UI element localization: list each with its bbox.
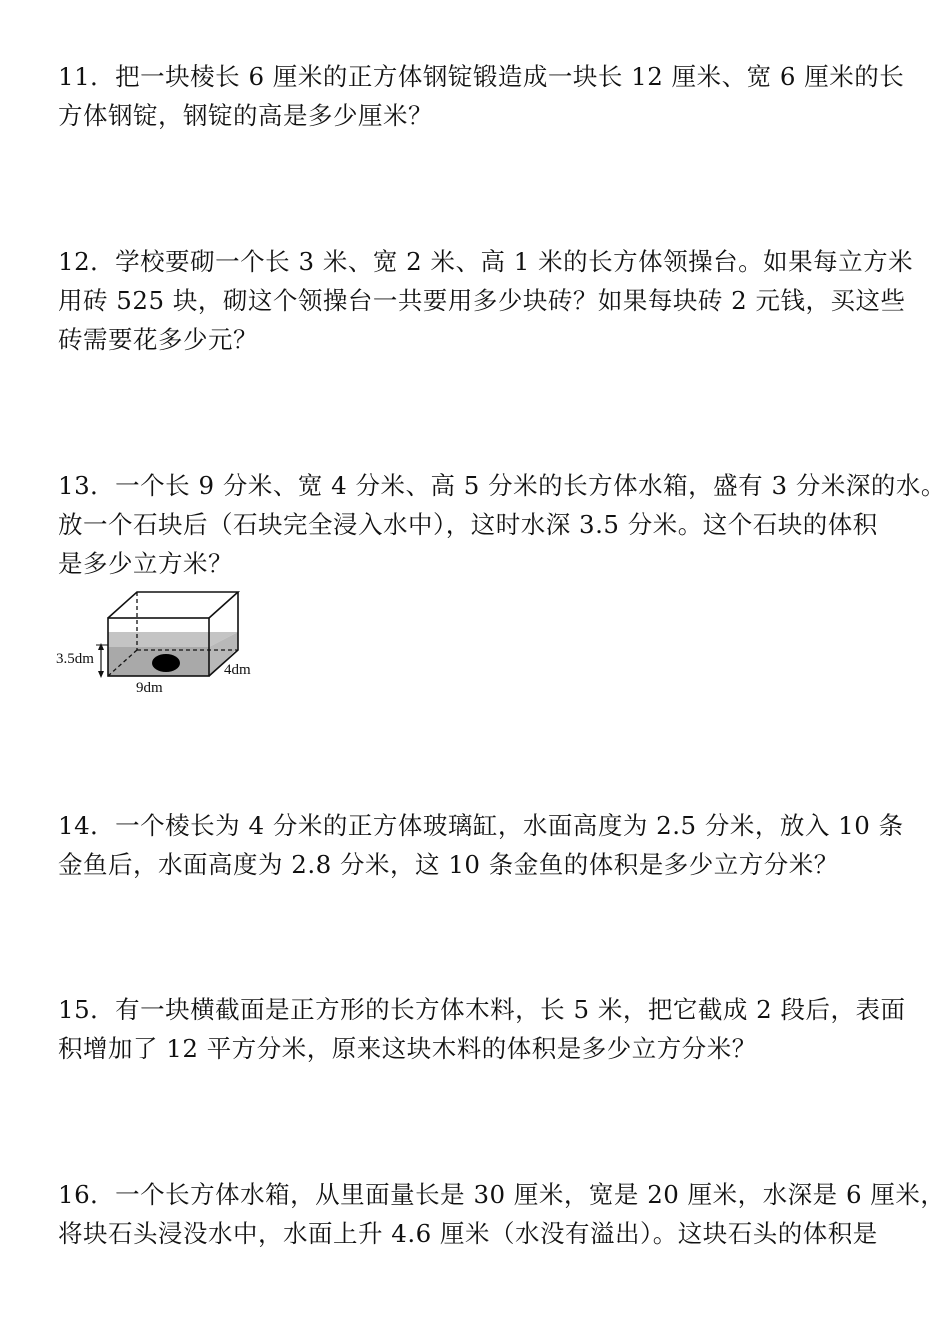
problem-15 (58, 990, 906, 1068)
water-tank-figure (56, 588, 276, 700)
problem-11-line-2: 方体钢锭，钢锭的高是多少厘米？ (58, 101, 433, 130)
height-label: 3.5dm (56, 651, 94, 667)
problem-13 (58, 466, 946, 583)
problem-12 (58, 242, 914, 359)
problem-13-line-3: 是多少立方米？ (58, 549, 233, 578)
height-arrow-top (98, 643, 104, 650)
problem-13-line-2: 放一个石块后（石块完全浸入水中），这时水深 3.5 分米。这个石块的体积 (58, 510, 878, 539)
problem-14-line-1: 14．一个棱长为 4 分米的正方体玻璃缸，水面高度为 2.5 分米，放入 10 条 (58, 811, 904, 840)
length-label: 9dm (136, 680, 163, 696)
problem-14-line-2: 金鱼后，水面高度为 2.8 分米，这 10 条金鱼的体积是多少立方分米？ (58, 850, 839, 879)
problem-16 (58, 1175, 946, 1253)
stone-shape (152, 654, 180, 672)
problem-15-line-1: 15．有一块横截面是正方形的长方体木料，长 5 米，把它截成 2 段后，表面 (58, 995, 906, 1024)
problem-11 (58, 57, 905, 135)
problem-12-line-2: 用砖 525 块，砌这个领操台一共要用多少块砖？如果每块砖 2 元钱，买这些 (58, 286, 906, 315)
box-top-edges (108, 592, 238, 618)
width-label: 4dm (224, 662, 251, 678)
problem-15-line-2: 积增加了 12 平方分米，原来这块木料的体积是多少立方分米？ (58, 1034, 757, 1063)
problem-12-line-1: 12．学校要砌一个长 3 米、宽 2 米、高 1 米的长方体领操台。如果每立方米 (58, 247, 914, 276)
problem-16-line-1: 16．一个长方体水箱，从里面量长是 30 厘米，宽是 20 厘米，水深是 6 厘米， (58, 1180, 946, 1209)
problem-14 (58, 806, 904, 884)
problem-11-line-1: 11．把一块棱长 6 厘米的正方体钢锭锻造成一块长 12 厘米、宽 6 厘米的长 (58, 62, 905, 91)
problem-13-line-1: 13．一个长 9 分米、宽 4 分米、高 5 分米的长方体水箱，盛有 3 分米深的水。 (58, 471, 946, 500)
problem-16-line-2: 将块石头浸没水中，水面上升 4.6 厘米（水没有溢出）。这块石头的体积是 (58, 1219, 878, 1248)
height-arrow-bottom (98, 671, 104, 678)
problem-12-line-3: 砖需要花多少元？ (58, 325, 258, 354)
